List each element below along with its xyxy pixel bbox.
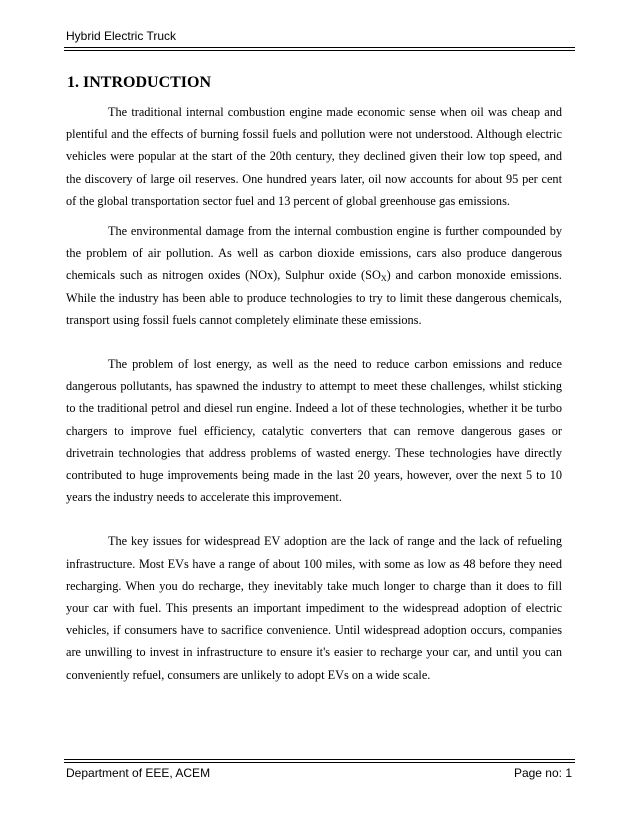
section-title: 1. INTRODUCTION bbox=[67, 74, 212, 91]
header-rule-bottom bbox=[64, 50, 575, 51]
paragraph-2-part-a: The environmental damage from the internal combustion engine is further compounded by the problem of air pollution. As well as carbon dioxide emissions, cars also produce dangerous chemicals such as nitrogen oxides (NOx), Sulphur oxide (SO bbox=[66, 224, 562, 283]
footer-page-number: Page no: 1 bbox=[513, 766, 572, 780]
running-header: Hybrid Electric Truck bbox=[66, 29, 177, 43]
sox-subscript: X bbox=[380, 274, 387, 284]
body-text bbox=[66, 101, 562, 686]
footer-department: Department of EEE, ACEM bbox=[66, 766, 211, 780]
paragraph-2-part-b: ) and carbon monoxide emissions. While the industry has been able to produce technologies to try to limit these dangerous chemicals, transport using fossil fuels cannot completely eliminate these emissions. bbox=[66, 268, 562, 327]
paragraph-2 bbox=[66, 220, 562, 331]
footer-rule-top bbox=[64, 759, 575, 760]
header-rule-top bbox=[64, 47, 575, 48]
paragraph-1: The traditional internal combustion engine made economic sense when oil was cheap and plentiful and the effects of burning fossil fuels and pollution were not understood. Although electric vehicles were popular at the start of the 20th century, they declined given their low top speed, and the discovery of large oil reserves. One hundred years later, oil now accounts for about 95 per cent of the global transportation sector fuel and 13 percent of global greenhouse gas emissions. bbox=[66, 105, 562, 208]
paragraph-3: The problem of lost energy, as well as the need to reduce carbon emissions and reduce dangerous pollutants, has spawned the industry to attempt to meet these challenges, whilst sticking to the traditional petrol and diesel run engine. Indeed a lot of these technologies, whether it be turbo chargers to improve fuel efficiency, catalytic converters that can remove dangerous gases or drivetrain technologies that address problems of wasted energy. These technologies have directly contributed to huge improvements being made in the last 20 years, however, over the next 5 to 10 years the industry needs to accelerate this improvement. bbox=[66, 357, 562, 505]
paragraph-4: The key issues for widespread EV adoption are the lack of range and the lack of refueling infrastructure. Most EVs have a range of about 100 miles, with some as low as 48 before they need recharging. When you do recharge, they inevitably take much longer to charge than it does to fill your car with fuel. This presents an important impediment to the widespread adoption of electric vehicles, if consumers have to sacrifice convenience. Until widespread adoption occurs, companies are unwilling to invest in infrastructure to ensure it's easier to recharge your car, and until you can conveniently refuel, consumers are unlikely to adopt EVs on a wide scale. bbox=[66, 534, 562, 682]
footer-rule-bottom bbox=[64, 762, 575, 763]
